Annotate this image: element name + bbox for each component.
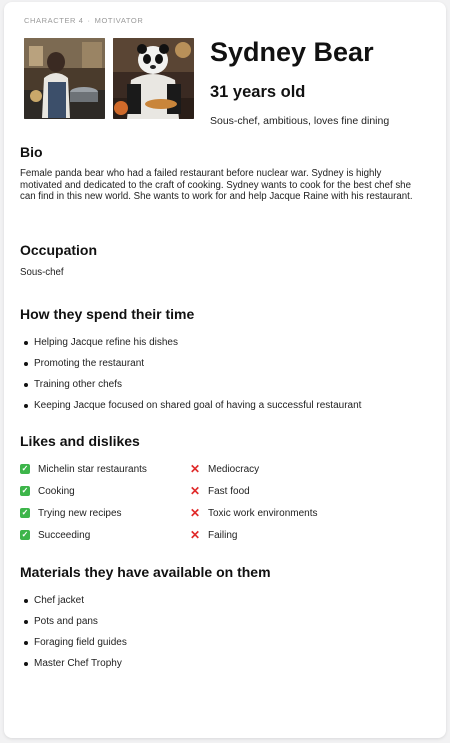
likes-dislikes-grid [20,458,420,546]
list-item: Training other chefs [20,374,420,395]
profile-header [24,37,426,127]
list-item: Promoting the restaurant [20,353,420,374]
likes-dislikes-heading: Likes and dislikes [20,433,140,449]
dislike-item [190,458,360,480]
dislike-label: Failing [208,529,238,541]
character-name: Sydney Bear [210,37,374,67]
like-label: Succeeding [38,529,91,541]
dislike-label: Mediocracy [208,463,260,475]
list-item: Keeping Jacque focused on shared goal of having a successful restaurant [20,395,420,416]
like-label: Michelin star restaurants [38,463,147,475]
bio-section [20,143,420,203]
materials-heading: Materials they have available on them [20,564,271,580]
check-icon: ✓ [21,530,29,539]
character-meta [24,16,426,25]
cross-icon: ✕ [190,506,201,520]
list-item: Chef jacket [20,590,420,611]
list-item: Pots and pans [20,611,420,632]
list-item: Helping Jacque refine his dishes [20,332,420,353]
cross-icon: ✕ [190,484,201,498]
meta-separator: · [87,16,91,25]
materials-section [20,563,420,674]
time-section [20,305,420,416]
profile-summary [210,37,390,127]
likes-dislikes-section [20,432,420,546]
bio-text: Female panda bear who had a failed restaurant before nuclear war. Sydney is highly motivated and dedicated to the craft of cooking. Sydney wants to cook for the best chef she can find in this new world. She wants to work for and help Jacque Raine with his restaurant. [20,168,413,203]
kitchen-photo-2 [113,38,194,119]
time-list [20,332,420,416]
like-label: Trying new recipes [38,507,122,519]
like-label: Cooking [38,485,75,497]
kitchen-photo-1 [24,38,105,119]
character-tagline: Sous-chef, ambitious, loves fine dining [210,115,390,127]
like-item [20,480,190,502]
check-icon: ✓ [21,508,29,517]
like-item [20,458,190,480]
list-item: Foraging field guides [20,632,420,653]
dislike-label: Fast food [208,485,250,497]
character-age: 31 years old [210,83,306,101]
cross-icon: ✕ [190,462,201,476]
dislike-label: Toxic work environments [208,507,318,519]
time-heading: How they spend their time [20,306,195,322]
check-icon: ✓ [21,486,29,495]
character-number: CHARACTER 4 [24,16,84,25]
like-item [20,502,190,524]
bio-heading: Bio [20,144,43,160]
occupation-heading: Occupation [20,242,98,258]
occupation-section [20,241,420,279]
cross-icon: ✕ [190,528,201,542]
dislike-item [190,480,360,502]
likes-column [20,458,190,546]
materials-list [20,590,420,674]
check-icon: ✓ [21,464,29,473]
like-item [20,524,190,546]
occupation-text: Sous-chef [20,267,64,278]
dislike-item [190,524,360,546]
dislikes-column [190,458,360,546]
character-role: MOTIVATOR [94,16,144,25]
dislike-item [190,502,360,524]
list-item: Master Chef Trophy [20,653,420,674]
